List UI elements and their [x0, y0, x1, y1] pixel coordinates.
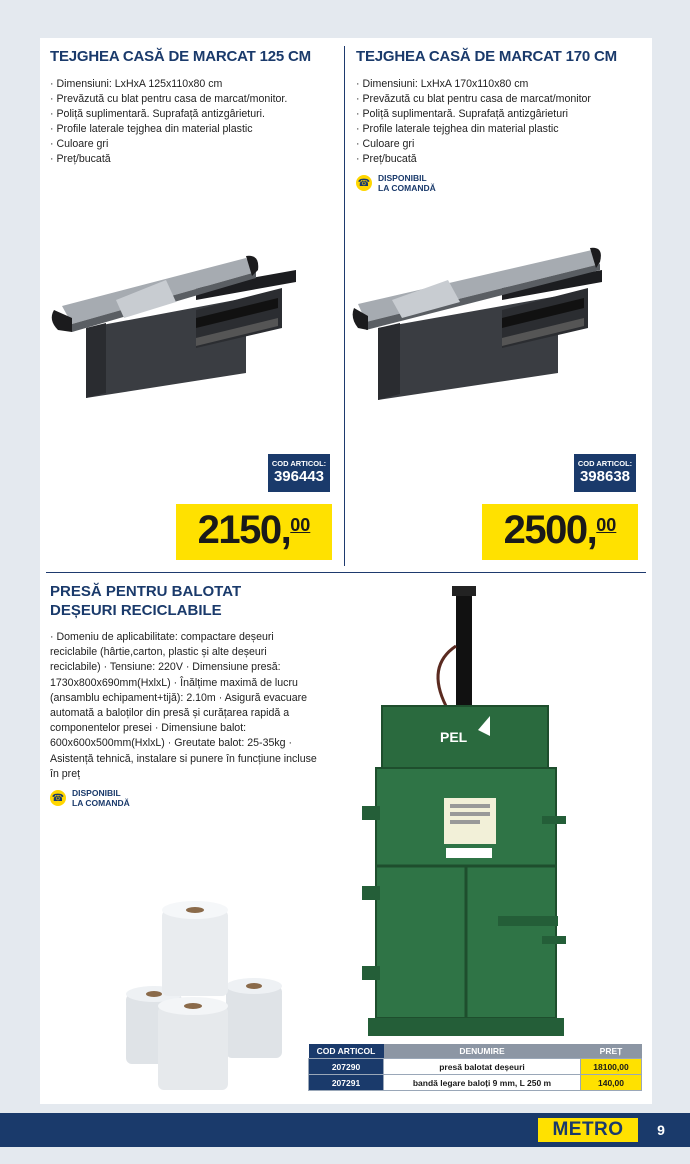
press-title-line2: DEȘEURI RECICLABILE: [50, 602, 222, 619]
phone-icon: ☎: [50, 790, 66, 806]
spec-item: · Poliță suplimentară. Suprafață antizgârieturi.: [50, 107, 340, 122]
horizontal-divider: [46, 572, 646, 573]
counter-image: [352, 228, 602, 418]
press-title: [50, 582, 320, 620]
price-tag: [482, 504, 638, 560]
cell-name: bandă legare baloți 9 mm, L 250 m: [384, 1075, 581, 1091]
cell-name: presă balotat deșeuri: [384, 1059, 581, 1075]
header-code: COD ARTICOL: [309, 1044, 384, 1059]
spec-item: · Culoare gri: [50, 137, 340, 152]
cell-price: 18100,00: [581, 1059, 642, 1075]
spec-item: · Prevăzută cu blat pentru casa de marcat/monitor.: [50, 92, 340, 107]
price-decimal: 00: [596, 515, 617, 535]
availability-line2: LA COMANDĂ: [378, 183, 436, 193]
spec-list: [50, 77, 340, 167]
spec-item: · Dimensiuni: LxHxA 170x110x80 cm: [356, 77, 646, 92]
content-panel: [40, 38, 652, 1104]
article-code-box: [574, 454, 636, 492]
baler-press-image: [358, 586, 588, 1038]
page-number: 9: [657, 1122, 665, 1138]
table-row: [309, 1075, 642, 1091]
availability-badge: [356, 173, 646, 193]
article-code-label: COD ARTICOL:: [271, 459, 327, 468]
press-title-line1: PRESĂ PENTRU BALOTAT: [50, 583, 242, 600]
spec-item: · Profile laterale tejghea din material plastic: [50, 122, 340, 137]
product-counter-125: [50, 48, 340, 167]
product-title: TEJGHEA CASĂ DE MARCAT 170 CM: [356, 48, 617, 65]
spec-item: · Prevăzută cu blat pentru casa de marcat/monitor: [356, 92, 646, 107]
header-name: DENUMIRE: [384, 1044, 581, 1059]
article-code: 396443: [273, 468, 325, 485]
availability-badge: [50, 788, 320, 808]
header-price: PREȚ: [581, 1044, 642, 1059]
table-row: [309, 1059, 642, 1075]
availability-line1: DISPONIBIL: [378, 173, 427, 183]
machine-brand-text: PEL: [440, 729, 468, 745]
phone-icon: ☎: [356, 175, 372, 191]
press-product: [50, 582, 320, 808]
price-tag: [176, 504, 332, 560]
spec-item: · Profile laterale tejghea din material plastic: [356, 122, 646, 137]
baling-tape-image: [118, 894, 288, 1094]
spec-item: · Culoare gri: [356, 137, 646, 152]
product-title: TEJGHEA CASĂ DE MARCAT 125 CM: [50, 48, 311, 65]
spec-item: · Preț/bucată: [50, 152, 340, 167]
article-code-box: [268, 454, 330, 492]
availability-line1: DISPONIBIL: [72, 788, 121, 799]
price-decimal: 00: [290, 515, 311, 535]
spec-item: · Dimensiuni: LxHxA 125x110x80 cm: [50, 77, 340, 92]
availability-line2: LA COMANDĂ: [72, 798, 130, 809]
price-integer: 2500,: [503, 508, 597, 552]
article-code-label: COD ARTICOL:: [577, 459, 633, 468]
cell-code: 207290: [309, 1059, 384, 1075]
product-table: [308, 1044, 642, 1091]
price-integer: 2150,: [197, 508, 291, 552]
vertical-divider: [344, 46, 345, 566]
cell-price: 140,00: [581, 1075, 642, 1091]
cell-code: 207291: [309, 1075, 384, 1091]
spec-item: · Poliță suplimentară. Suprafață antizgârieturi: [356, 107, 646, 122]
metro-logo: METRO: [538, 1118, 638, 1142]
press-description: · Domeniu de aplicabilitate: compactare deșeuri reciclabile (hârtie,carton, plastic și alte deșeuri reciclabile) · Tensiune: 220V · Dimensiune presă: 1730x800x690mm(HxlxL) · Înălțime maximă de lucru (ansamblu echipament+tijă): 2.10m · Asigură evacuare automată a baloților din presă și curățarea rapidă a componentelor presei · Dimensiune balot: 600x600x500mm(HxlxL) · Greutate balot: 25-35kg · Asistență tehnică, instalare si punere în funcțiune incluse în preț: [50, 631, 317, 780]
article-code: 398638: [579, 468, 631, 485]
product-counter-170: [356, 48, 646, 193]
spec-item: · Preț/bucată: [356, 152, 646, 167]
spec-list: [356, 77, 646, 167]
counter-image: [46, 228, 296, 418]
